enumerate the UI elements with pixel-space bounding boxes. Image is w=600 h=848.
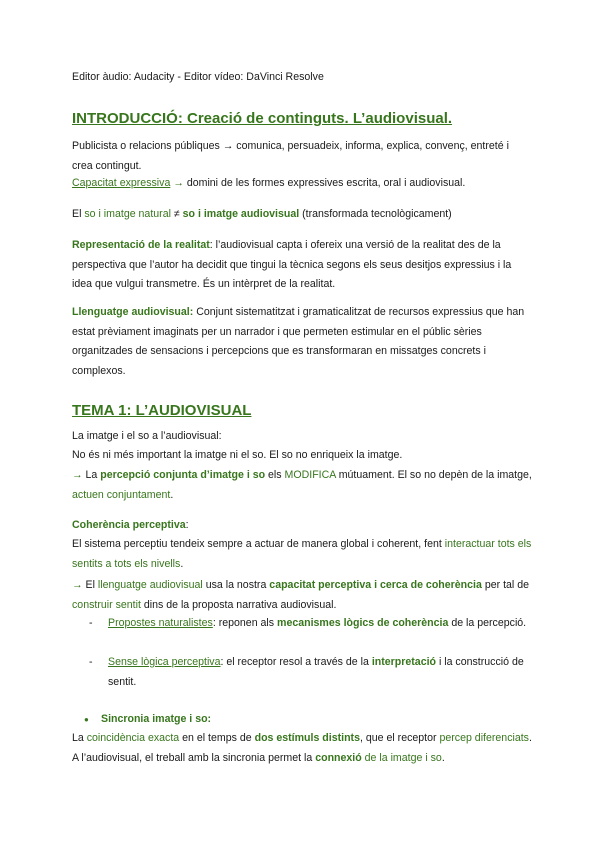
intro-paragraph-2: Capacitat expressiva → domini de les formes expressives escrita, oral i audiovisual. bbox=[72, 177, 466, 189]
list-item: - Sense lògica perceptiva: el receptor resol a través de la interpretació i la construcció de sentit. bbox=[72, 653, 532, 692]
coherencia-paragraph: El sistema perceptiu tendeix sempre a actuar de manera global i coherent, fent interactuar tots els sentits a tots els nivells. bbox=[72, 538, 532, 570]
tema1-line-2: No és ni més important la imatge ni el so. El so no enriqueix la imatge. bbox=[72, 449, 403, 461]
llenguatge-paragraph: → El llenguatge audiovisual usa la nostra capacitat perceptiva i cerca de coherència per tal de construir sentit dins de la proposta narrativa audiovisual. bbox=[72, 579, 529, 611]
coherencia-heading: Coherència perceptiva: bbox=[72, 519, 189, 531]
bullet-icon: ● bbox=[84, 715, 89, 724]
list-item: - Propostes naturalistes: reponen als mecanismes lògics de coherència de la percepció. bbox=[72, 614, 532, 634]
sincronia-paragraph: La coincidència exacta en el temps de dos estímuls distints, que el receptor percep diferenciats. A l’audiovisual, el treball amb la sincronia permet la connexió de la imatge i so. bbox=[72, 732, 532, 764]
arrow: → bbox=[72, 469, 83, 481]
arrow: → bbox=[170, 177, 184, 189]
tema1-line-1: La imatge i el so a l’audiovisual: bbox=[72, 430, 222, 442]
header-line: Editor àudio: Audacity - Editor vídeo: DaVinci Resolve bbox=[72, 71, 324, 83]
intro-title: INTRODUCCIÓ: Creació de continguts. L’audiovisual. bbox=[72, 110, 453, 127]
intro-paragraph-1: Publicista o relacions públiques → comunica, persuadeix, informa, explica, convenç, entreté i crea contingut. bbox=[72, 140, 509, 172]
capacitat-expressiva-link[interactable]: Capacitat expressiva bbox=[72, 177, 171, 189]
sincronia-heading: ● Sincronia imatge i so: bbox=[72, 710, 532, 730]
tema1-title: TEMA 1: L’AUDIOVISUAL bbox=[72, 402, 252, 419]
intro-paragraph-5: Llenguatge audiovisual: Conjunt sistematitzat i gramaticalitzat de recursos expressius que han estat prèviament imaginats per un narrador i que permeten estimular en el públic sèries organitzades de sensacions i percepcions que es transformaran en missatges concrets i complexos. bbox=[72, 306, 525, 377]
tema1-percepcio: → La percepció conjunta d’imatge i so els MODIFICA mútuament. El so no depèn de la imatge, actuen conjuntament. bbox=[72, 469, 532, 501]
intro-paragraph-3: El so i imatge natural ≠ so i imatge audiovisual (transformada tecnològicament) bbox=[72, 208, 452, 220]
intro-paragraph-4: Representació de la realitat: l’audiovisual capta i ofereix una versió de la realitat des de la perspectiva que l’autor ha decidit que tingui la tècnica segons els seus desitjos expressius i la idea que vulgui transmetre. És un intèrpret de la realitat. bbox=[72, 239, 512, 290]
arrow: → bbox=[72, 579, 83, 591]
dash-bullet: - bbox=[89, 617, 93, 629]
dash-bullet: - bbox=[89, 656, 93, 668]
